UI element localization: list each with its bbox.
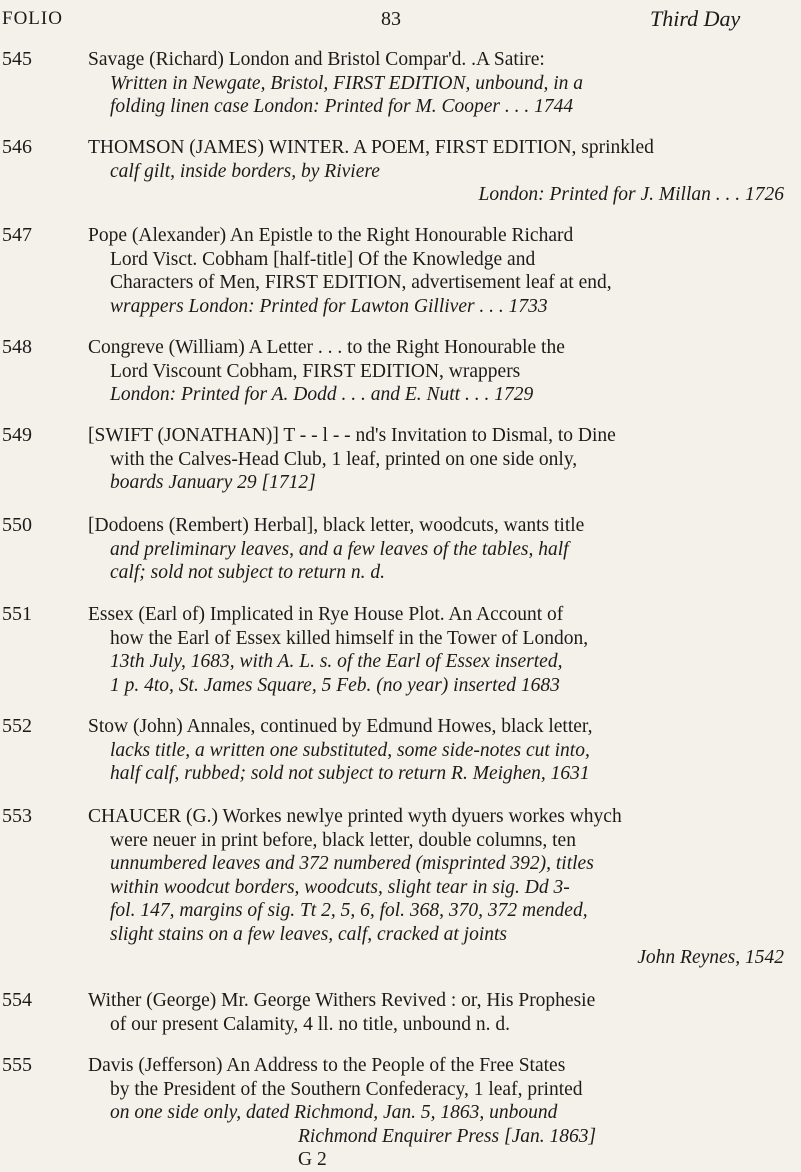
lot-line: Essex (Earl of) Implicated in Rye House Plot. An Account of: [88, 604, 564, 625]
lot-line: [Dodoens (Rembert) Herbal], black letter, woodcuts, wants title: [88, 515, 585, 536]
lot-description: [88, 1054, 784, 1172]
lot-number: 552: [2, 715, 32, 737]
lot-number: 549: [2, 424, 32, 446]
lot-line: lacks title, a written one substituted, some side-notes cut into,: [110, 739, 590, 761]
lot-number: 551: [2, 603, 32, 625]
lot-line: wrappers London: Printed for Lawton Gilliver . . . 1733: [110, 295, 548, 317]
lot-line: 13th July, 1683, with A. L. s. of the Earl of Essex inserted,: [110, 651, 563, 672]
lot-line: [SWIFT (JONATHAN)] T - - l - - nd's Invitation to Dismal, to Dine: [88, 425, 616, 446]
lot-line: 1 p. 4to, St. James Square, 5 Feb. (no year) inserted 1683: [110, 674, 560, 696]
lot-line: were neuer in print before, black letter, double columns, ten: [110, 829, 576, 851]
lot-line: how the Earl of Essex killed himself in the Tower of London,: [110, 627, 589, 649]
lot-line: Stow (John) Annales, continued by Edmund Howes, black letter,: [88, 716, 593, 737]
lot-line: Characters of Men, FIRST EDITION, advertisement leaf at end,: [110, 272, 612, 293]
lot-line: with the Calves-Head Club, 1 leaf, printed on one side only,: [110, 448, 578, 470]
sale-day: Third Day: [650, 6, 741, 31]
lot-line: folding linen case London: Printed for M. Cooper . . . 1744: [110, 96, 574, 117]
lot-line: within woodcut borders, woodcuts, slight tear in sig. Dd 3-: [110, 876, 570, 898]
lot-number: 547: [2, 224, 32, 246]
lot-line: Pope (Alexander) An Epistle to the Right Honourable Richard: [88, 225, 574, 246]
lot-number: 550: [2, 514, 32, 536]
lot-description: [88, 136, 784, 207]
lot-description: [88, 424, 784, 495]
lot-line: Lord Visct. Cobham [half-title] Of the Knowledge and: [110, 248, 536, 270]
lot-line: fol. 147, margins of sig. Tt 2, 5, 6, fol. 368, 370, 372 mended,: [110, 900, 588, 921]
lot-description: [88, 514, 784, 585]
lot-line: slight stains on a few leaves, calf, cracked at joints: [110, 923, 507, 945]
lot-line: and preliminary leaves, and a few leaves of the tables, half: [110, 538, 569, 560]
lot-line: calf; sold not subject to return n. d.: [110, 562, 385, 583]
folio-label: FOLIO: [2, 8, 63, 29]
lot-number: 545: [2, 48, 32, 70]
page-number: 83: [381, 8, 401, 30]
lot-number: 553: [2, 805, 32, 827]
lot-description: [88, 48, 784, 119]
lot-line: Congreve (William) A Letter . . . to the Right Honourable the: [88, 337, 565, 358]
lot-description: [88, 603, 784, 697]
lot-line: THOMSON (JAMES) WINTER. A POEM, FIRST EDITION, sprinkled: [88, 137, 654, 158]
lot-line: unnumbered leaves and 372 numbered (misprinted 392), titles: [110, 853, 594, 874]
lot-line: Written in Newgate, Bristol, FIRST EDITION, unbound, in a: [110, 72, 584, 94]
lot-line: calf gilt, inside borders, by Riviere: [110, 160, 380, 182]
lot-line: by the President of the Southern Confederacy, 1 leaf, printed: [110, 1078, 583, 1100]
lot-number: 554: [2, 989, 32, 1011]
lot-number: 546: [2, 136, 32, 158]
lot-description: [88, 715, 784, 786]
lot-number: 548: [2, 336, 32, 358]
lot-description: [88, 224, 784, 318]
lot-description: [88, 336, 784, 407]
lot-line: on one side only, dated Richmond, Jan. 5, 1863, unbound: [110, 1102, 558, 1123]
lot-line: Lord Viscount Cobham, FIRST EDITION, wrappers: [110, 360, 521, 382]
lot-line: Wither (George) Mr. George Withers Revived : or, His Prophesie: [88, 990, 596, 1011]
lot-line: boards January 29 [1712]: [110, 472, 316, 493]
lot-line: John Reynes, 1542: [637, 947, 784, 968]
lot-line: Davis (Jefferson) An Address to the People of the Free States: [88, 1055, 566, 1076]
signature-mark: G 2: [298, 1149, 327, 1170]
lot-line: London: Printed for A. Dodd . . . and E. Nutt . . . 1729: [110, 384, 534, 405]
lot-line: CHAUCER (G.) Workes newlye printed wyth dyuers workes whych: [88, 806, 622, 827]
lot-line: of our present Calamity, 4 ll. no title, unbound n. d.: [110, 1013, 511, 1035]
lot-description: [88, 805, 784, 970]
lot-number: 555: [2, 1054, 32, 1076]
lot-line: Savage (Richard) London and Bristol Compar'd. .A Satire:: [88, 49, 545, 70]
lot-line: Richmond Enquirer Press [Jan. 1863]: [298, 1125, 597, 1147]
page-header: [0, 8, 801, 38]
lot-description: [88, 989, 784, 1036]
lot-line: London: Printed for J. Millan . . . 1726: [478, 184, 784, 205]
lot-line: half calf, rubbed; sold not subject to return R. Meighen, 1631: [110, 763, 590, 784]
